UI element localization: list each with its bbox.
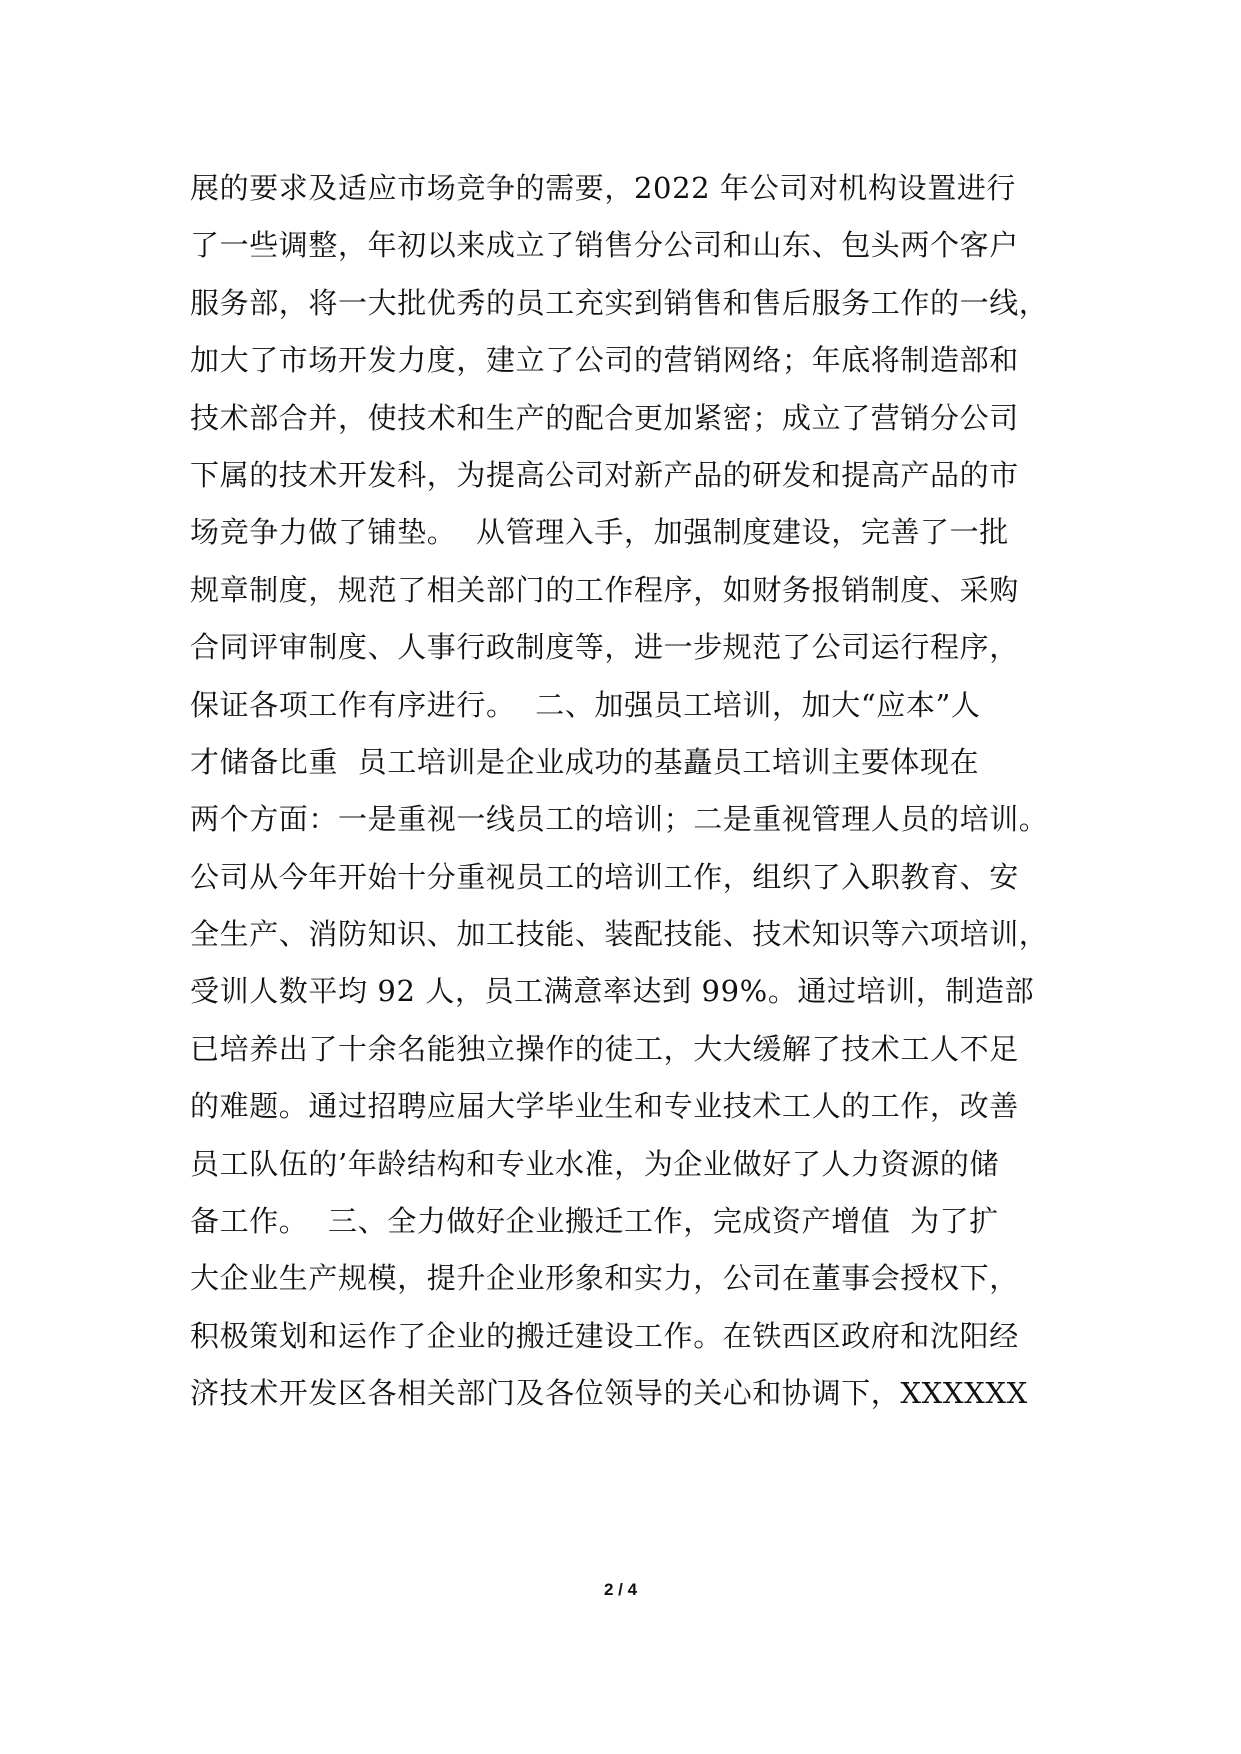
text-line: 大企业生产规模，提升企业形象和实力，公司在董事会授权下， — [190, 1261, 1019, 1296]
text-line: 的难题。通过招聘应届大学毕业生和专业技术工人的工作，改善 — [190, 1089, 1019, 1124]
text-line: 全生产、消防知识、加工技能、装配技能、技术知识等六项培训， — [190, 917, 1049, 952]
text-line: 受训人数平均 92 人，员工满意率达到 99%。通过培训，制造部 — [190, 974, 1035, 1009]
text-line: 保证各项工作有序进行。 二、加强员工培训，加大“应本”人 — [190, 687, 981, 722]
text-line: 已培养出了十余名能独立操作的徒工，大大缓解了技术工人不足 — [190, 1031, 1019, 1066]
text-line: 技术部合并，使技术和生产的配合更加紧密；成立了营销分公司 — [190, 400, 1019, 435]
text-line: 积极策划和运作了企业的搬迁建设工作。在铁西区政府和沈阳经 — [190, 1318, 1019, 1353]
page-number: 2 / 4 — [603, 1580, 638, 1599]
text-line: 了一些调整，年初以来成立了销售分公司和山东、包头两个客户 — [190, 228, 1019, 263]
text-line: 备工作。 三、全力做好企业搬迁工作，完成资产增值 为了扩 — [190, 1204, 999, 1239]
text-line: 合同评审制度、人事行政制度等，进一步规范了公司运行程序， — [190, 630, 1019, 665]
text-line: 规章制度，规范了相关部门的工作程序，如财务报销制度、采购 — [190, 572, 1019, 607]
text-line: 济技术开发区各相关部门及各位领导的关心和协调下，XXXXXX — [190, 1376, 1028, 1411]
text-line: 场竞争力做了铺垫。 从管理入手，加强制度建设，完善了一批 — [190, 515, 1009, 550]
text-line: 展的要求及适应市场竞争的需要，2022 年公司对机构设置进行 — [190, 171, 1017, 205]
text-line: 服务部，将一大批优秀的员工充实到销售和售后服务工作的一线， — [190, 285, 1049, 320]
text-line: 下属的技术开发科，为提高公司对新产品的研发和提高产品的市 — [190, 457, 1019, 492]
body-text — [190, 160, 1090, 1423]
text-line: 员工队伍的’年龄结构和专业水准，为企业做好了人力资源的储 — [190, 1146, 1000, 1181]
text-line: 加大了市场开发力度，建立了公司的营销网络；年底将制造部和 — [190, 343, 1019, 378]
text-line: 才储备比重 员工培训是企业成功的基矗员工培训主要体现在 — [190, 744, 980, 779]
text-line: 公司从今年开始十分重视员工的培训工作，组织了入职教育、安 — [190, 859, 1019, 894]
text-line: 两个方面：一是重视一线员工的培训；二是重视管理人员的培训。 — [190, 802, 1049, 837]
